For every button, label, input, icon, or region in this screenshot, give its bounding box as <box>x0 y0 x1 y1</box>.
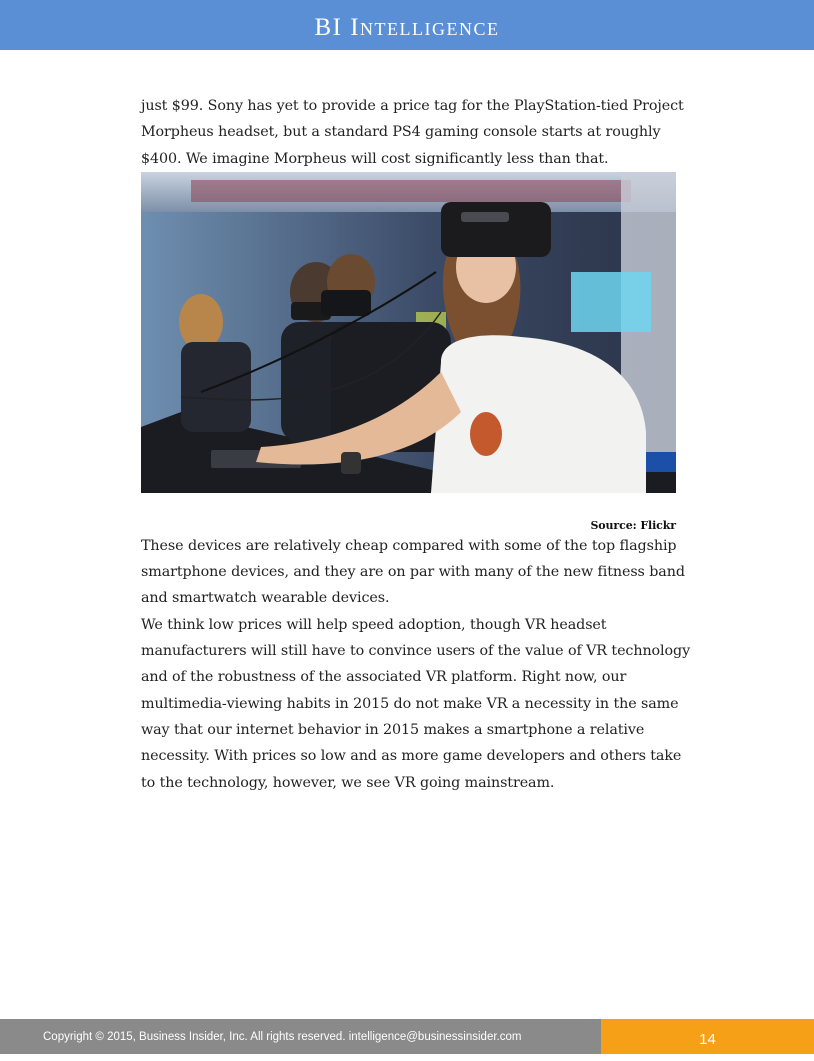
page-footer <box>0 1019 814 1054</box>
paragraph-1: just $99. Sony has yet to provide a price tag for the PlayStation-tied Project Morpheus headset, but a standard PS4 gaming console starts at roughly $400. We imagine Morpheus will cost significantly less than that. <box>141 98 684 167</box>
footer-copyright: Copyright © 2015, Business Insider, Inc. All rights reserved. intelligence@businessinsider.com <box>0 1019 601 1054</box>
figure-photo <box>141 172 676 493</box>
paragraph-3: We think low prices will help speed adoption, though VR headset manufacturers will still have to convince users of the value of VR technology and of the robustness of the associated VR platform. Right now, our multimedia-viewing habits in 2015 do not make VR a necessity in the same way that our internet behavior in 2015 makes a smartphone a relative necessity. With prices so low and as more game developers and others take to the technology, however, we see VR going mainstream. <box>141 616 691 791</box>
figure-source: Source: Flickr <box>590 518 676 532</box>
page-content <box>141 93 697 796</box>
paragraph-2: These devices are relatively cheap compared with some of the top flagship smartphone devices, and they are on par with many of the new fitness band and smartwatch wearable devices. <box>141 537 685 607</box>
page-number: 14 <box>601 1019 814 1054</box>
page-header <box>0 0 814 50</box>
header-title: BI Intelligence <box>314 13 500 41</box>
